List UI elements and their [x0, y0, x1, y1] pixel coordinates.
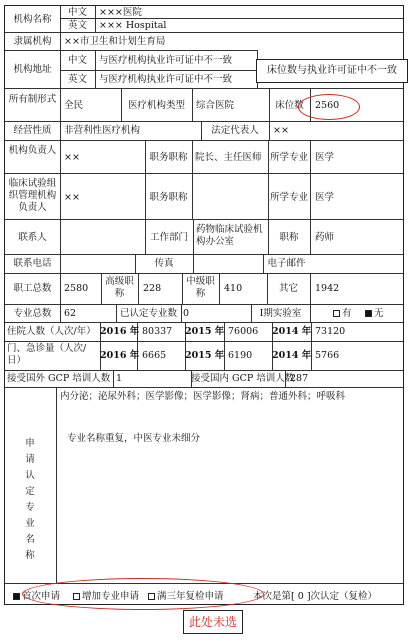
- grid-line: [5, 32, 403, 33]
- certified-label: 已认定专业数: [119, 308, 177, 319]
- grid-line: [311, 322, 312, 370]
- grid-line: [138, 273, 139, 304]
- trial-manager-title-label: 职务职称: [149, 192, 188, 203]
- inst-type-value: 综合医院: [196, 100, 235, 111]
- address-label: 机构地址: [13, 64, 52, 75]
- staff-total-label: 职工总数: [13, 283, 52, 294]
- grid-line: [60, 140, 61, 219]
- middle-value: 410: [224, 283, 243, 294]
- ownership-label: 所有制形式: [8, 94, 57, 105]
- other-value: 1942: [315, 283, 340, 294]
- grid-line: [95, 50, 96, 88]
- inpatients-2016: 80337: [142, 326, 173, 337]
- phase1-label: I期实验室: [259, 308, 302, 319]
- head-title-label: 职务职称: [149, 152, 188, 163]
- inst-type-label: 医疗机构类型: [127, 100, 185, 111]
- outpatients-2015: 6190: [228, 350, 253, 361]
- certified-value: 0: [183, 308, 190, 319]
- grid-line: [5, 121, 403, 122]
- phone-label: 联系电话: [13, 258, 52, 269]
- address-cn-label: 中文: [67, 55, 87, 66]
- beds-mismatch-callout: 床位数与执业许可证中不一致: [256, 59, 408, 83]
- head-major-label: 所学专业: [269, 152, 308, 163]
- spec-total-value: 62: [64, 308, 77, 319]
- grid-line: [5, 341, 403, 342]
- affiliation-value: ××市卫生和计划生育局: [64, 36, 166, 47]
- grid-line: [56, 387, 57, 583]
- grid-line: [5, 173, 403, 174]
- phase1-has-option[interactable]: 有: [333, 308, 352, 319]
- grid-line: [5, 219, 403, 220]
- inpatients-year-2014: 2014 年: [272, 326, 312, 337]
- grid-line: [5, 370, 403, 371]
- checkbox-checked-icon: [365, 310, 372, 317]
- grid-line: [310, 273, 311, 304]
- trial-manager-major-label: 所学专业: [269, 192, 308, 203]
- gcp-abroad-label: 接受国外 GCP 培训人数: [7, 373, 111, 384]
- other-label: 其它: [278, 283, 298, 294]
- grid-line: [5, 322, 403, 323]
- address-en-value: 与医疗机构执业许可证中不一致: [99, 74, 233, 85]
- grid-line: [5, 50, 257, 51]
- trial-manager-name: ××: [64, 192, 80, 203]
- grid-line: [193, 219, 194, 273]
- ownership-value: 全民: [64, 100, 84, 111]
- outpatients-2014: 5766: [315, 350, 340, 361]
- grid-line: [224, 322, 225, 370]
- outpatients-label: 门、急诊量（人次/日）: [7, 343, 87, 366]
- grid-line: [5, 88, 403, 89]
- org-name-cn: ×××医院: [99, 7, 142, 18]
- outpatients-year-2015: 2015 年: [185, 350, 225, 361]
- grid-line: [192, 88, 193, 121]
- inpatients-2014: 73120: [315, 326, 346, 337]
- middle-label: 中级职称: [186, 276, 215, 299]
- email-label: 电子邮件: [267, 258, 306, 269]
- times-value[interactable]: 0: [297, 591, 304, 602]
- first-apply-option[interactable]: 首次申请: [13, 591, 60, 602]
- outpatients-2016: 6665: [142, 350, 167, 361]
- grid-line: [60, 88, 61, 140]
- grid-line: [60, 18, 403, 19]
- grid-line: [181, 304, 182, 322]
- head-name: ××: [64, 152, 80, 163]
- apply-specialty-label: 申请认定专业名称: [25, 438, 35, 561]
- outpatients-year-2016: 2016 年: [100, 350, 140, 361]
- head-major-value: 医学: [315, 152, 335, 163]
- grid-line: [310, 304, 311, 322]
- nature-value: 非营利性医疗机构: [64, 125, 141, 136]
- beds-value: 2560: [315, 100, 340, 111]
- grid-line: [5, 273, 403, 274]
- grid-line: [219, 273, 220, 304]
- checkbox-checked-icon: [13, 593, 20, 600]
- grid-line: [95, 6, 96, 32]
- three-year-option[interactable]: 满三年复检申请: [148, 591, 224, 602]
- inpatients-year-2015: 2015 年: [185, 326, 225, 337]
- head-title-value: 院长、主任医师: [195, 152, 262, 163]
- grid-line: [60, 304, 61, 322]
- trial-manager-major-value: 医学: [315, 192, 335, 203]
- times-text: 本次是第[ 0 ]次认定（复检）: [253, 591, 378, 602]
- address-en-label: 英文: [67, 74, 87, 85]
- grid-line: [60, 273, 61, 304]
- grid-line: [5, 387, 403, 388]
- affiliation-label: 隶属机构: [13, 36, 52, 47]
- org-name-en: ××× Hospital: [99, 20, 167, 31]
- beds-label: 床位数: [275, 100, 304, 111]
- grid-line: [310, 140, 311, 254]
- grid-line: [5, 254, 403, 255]
- specialty-note: 专业名称重复，中医专业未细分: [67, 433, 201, 444]
- phase1-none-option[interactable]: 无: [365, 308, 384, 319]
- inpatients-year-2016: 2016 年: [100, 326, 140, 337]
- grid-line: [60, 219, 61, 273]
- options-highlight-ellipse: [22, 578, 264, 610]
- chinese-label: 中文: [67, 7, 87, 18]
- gcp-abroad-value: 1: [116, 373, 123, 384]
- beds-highlight-ellipse: [298, 94, 360, 120]
- senior-label: 高级职称: [105, 276, 134, 299]
- english-label: 英文: [67, 20, 87, 31]
- contact-label: 联系人: [18, 232, 47, 243]
- grid-line: [5, 304, 403, 305]
- inpatients-2015: 76006: [228, 326, 259, 337]
- not-selected-note: 此处未选: [183, 610, 243, 634]
- grid-line: [5, 140, 403, 141]
- nature-label: 经营性质: [13, 125, 52, 136]
- org-name-label: 机构名称: [13, 14, 52, 25]
- specialties-value: 内分泌；泌尿外科；医学影像；医学影像；肾病；普通外科；呼吸科: [60, 391, 346, 402]
- staff-total-value: 2580: [64, 283, 89, 294]
- address-cn-value: 与医疗机构执业许可证中不一致: [99, 55, 233, 66]
- senior-value: 228: [143, 283, 162, 294]
- trial-manager-label: 临床试验组织管理机构负责人: [8, 178, 57, 213]
- inpatients-label: 住院人数（人次/年）: [7, 326, 96, 337]
- legal-rep-label: 法定代表人: [211, 125, 259, 136]
- department-value: 药物临床试验机构办公室: [196, 224, 263, 247]
- head-label: 机构负责人: [8, 145, 57, 156]
- add-specialty-option[interactable]: 增加专业申请: [73, 591, 139, 602]
- spec-total-label: 专业总数: [13, 308, 52, 319]
- gcp-domestic-value: 287: [290, 373, 309, 384]
- contact-rank-value: 药师: [315, 232, 335, 243]
- checkbox-icon: [333, 310, 340, 317]
- grid-line: [60, 70, 257, 71]
- grid-line: [192, 140, 193, 219]
- fax-label: 传真: [154, 258, 174, 269]
- grid-line: [113, 370, 114, 387]
- grid-line: [269, 88, 270, 140]
- department-label: 工作部门: [149, 232, 188, 243]
- contact-rank-label: 职称: [279, 232, 299, 243]
- outpatients-year-2014: 2014 年: [272, 350, 312, 361]
- gcp-domestic-label: 接受国内 GCP 培训人数: [191, 373, 295, 384]
- legal-rep-value: ××: [273, 125, 289, 136]
